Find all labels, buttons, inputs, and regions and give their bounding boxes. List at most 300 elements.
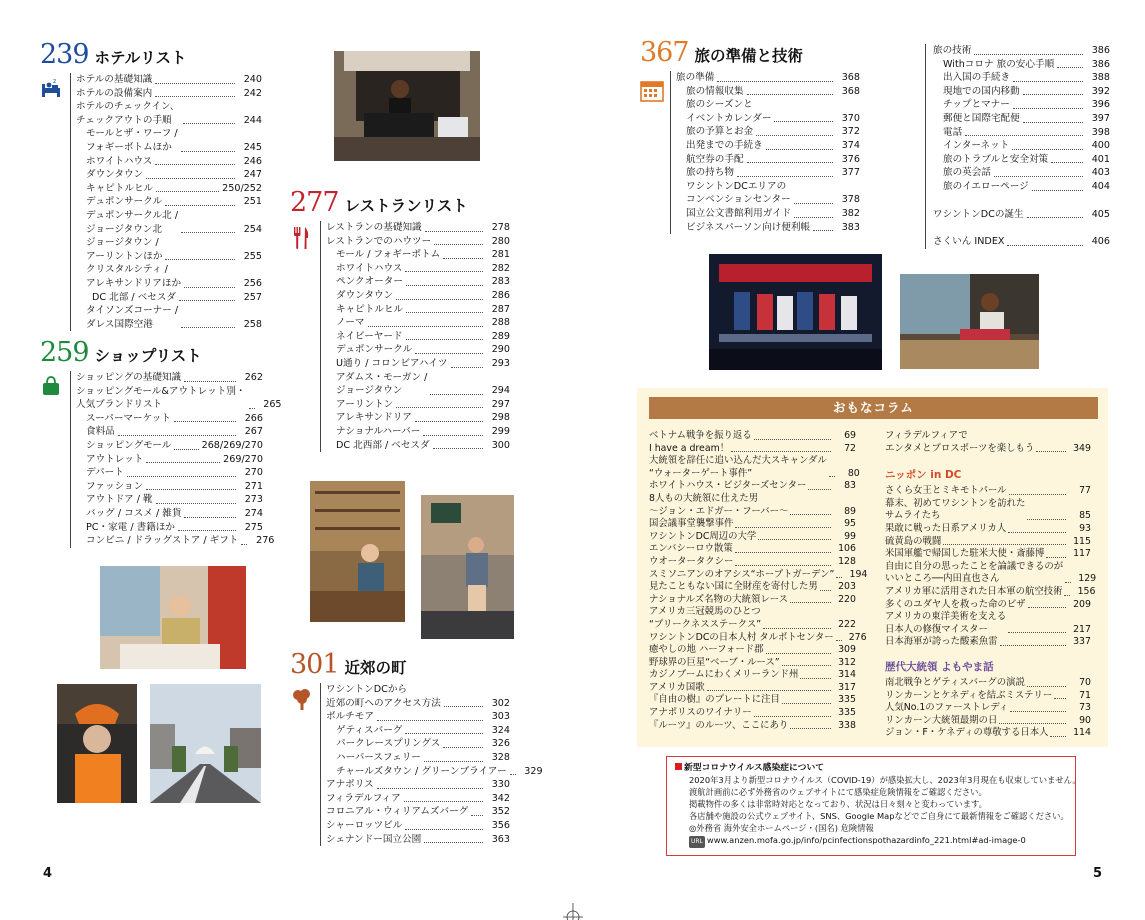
entry-page: 288	[491, 317, 510, 329]
leader-dots	[1027, 686, 1066, 687]
toc-entry[interactable]	[326, 710, 510, 724]
toc-entry[interactable]	[76, 209, 262, 236]
calendar-icon	[640, 71, 670, 234]
entry-page: 392	[1091, 85, 1110, 97]
entry-page: 71	[1079, 689, 1091, 701]
toc-entry[interactable]	[76, 493, 263, 507]
column-entry[interactable]	[649, 493, 856, 518]
column-entry[interactable]	[649, 682, 856, 695]
entry-title: チャールズタウン / グリーンブライアー	[336, 765, 507, 777]
entry-title: シャーロッツビル	[326, 819, 403, 831]
entry-page: 254	[243, 223, 262, 235]
column-entry[interactable]	[885, 727, 1091, 740]
leader-dots	[430, 394, 483, 395]
leader-dots	[829, 476, 835, 477]
toc-list	[70, 371, 282, 548]
notice-line: 各店舗や施設の公式ウェブサイト、SNS、Google Mapなどでご自身にて最新情報をご確認ください。	[689, 811, 1069, 821]
entry-title: レストランでのハウツー	[326, 235, 432, 247]
entry-title: アレキサンドリア	[336, 412, 412, 424]
toc-entry[interactable]	[76, 304, 262, 331]
leader-dots	[406, 339, 483, 340]
toc-entry[interactable]	[326, 819, 510, 833]
leader-dots	[747, 162, 833, 163]
entry-page: 282	[491, 262, 510, 274]
leader-dots	[146, 462, 220, 463]
entry-title: さくいん INDEX	[933, 236, 1005, 248]
leader-dots	[405, 829, 483, 830]
entry-page: 383	[841, 221, 860, 233]
entry-title: リンカーンとケネディを結ぶミステリー	[885, 689, 1053, 701]
toc-entry[interactable]	[76, 263, 262, 290]
toc-entry[interactable]	[326, 765, 543, 779]
leader-dots	[1027, 519, 1066, 520]
toc-entry[interactable]	[933, 44, 1110, 58]
entry-page: 275	[244, 521, 263, 533]
leader-dots	[794, 203, 833, 204]
column-entry[interactable]	[649, 631, 867, 645]
entry-title: 旅の英会話	[943, 167, 991, 179]
entry-title: I have a dream！	[649, 442, 730, 454]
leader-dots	[155, 83, 235, 84]
entry-title: ダウンタウン	[86, 169, 144, 181]
leader-dots	[434, 244, 483, 245]
entry-title: ノーマ	[336, 317, 365, 329]
entry-title: アーリントン	[336, 398, 394, 410]
toc-entry[interactable]	[676, 166, 860, 180]
toc-entry[interactable]	[933, 58, 1110, 72]
toc-entry[interactable]	[326, 425, 510, 439]
entry-page: 222	[838, 618, 856, 630]
entry-title: 郵便と国際宅配便	[943, 112, 1020, 124]
photo-cafe-terrace	[900, 274, 1039, 369]
column-entry[interactable]	[649, 518, 856, 531]
toc-entry[interactable]	[76, 195, 262, 209]
toc-entry[interactable]	[933, 71, 1110, 85]
column-entry[interactable]	[649, 669, 856, 682]
column-entry[interactable]	[885, 498, 1091, 523]
leader-dots	[756, 135, 833, 136]
toc-entry[interactable]	[326, 303, 510, 317]
toc-entry[interactable]	[676, 125, 860, 139]
leader-dots	[127, 476, 236, 477]
leader-dots	[965, 135, 1083, 136]
toc-entry[interactable]	[933, 85, 1110, 99]
entry-page: 337	[1073, 636, 1091, 648]
toc-entry[interactable]	[326, 316, 510, 330]
entry-page: 73	[1079, 702, 1091, 714]
column-entry[interactable]	[885, 611, 1091, 636]
column-entry[interactable]	[885, 715, 1091, 728]
entry-title: DC 北部 / ベセスダ	[92, 291, 177, 303]
photo-hotel-reception	[334, 51, 480, 161]
column-entry[interactable]	[649, 531, 856, 544]
leader-dots	[790, 602, 831, 603]
toc-entry[interactable]	[76, 236, 262, 263]
leader-dots	[433, 448, 483, 449]
leader-dots	[424, 842, 483, 843]
entry-page: 370	[841, 112, 860, 124]
leader-dots	[405, 733, 483, 734]
toc-entry[interactable]	[933, 126, 1110, 140]
entry-page: 400	[1091, 140, 1110, 152]
entry-page: 268/269/270	[201, 439, 263, 451]
leader-dots	[471, 815, 483, 816]
toc-entry[interactable]	[76, 168, 262, 182]
toc-entry[interactable]	[676, 207, 860, 221]
entry-page: 244	[243, 114, 262, 126]
toc-entry[interactable]	[933, 180, 1110, 194]
toc-entry[interactable]	[76, 182, 262, 196]
toc-entry[interactable]	[326, 751, 510, 765]
entry-page: 314	[838, 669, 856, 681]
toc-entry[interactable]	[933, 166, 1110, 180]
entry-title: 『ルーツ』のルーツ、ここにあり	[649, 719, 789, 731]
toc-entry[interactable]	[326, 248, 510, 262]
toc-entry[interactable]	[76, 453, 263, 467]
entry-title: 日本海軍が誇った酸素魚雷	[885, 636, 998, 648]
entry-page: 302	[491, 697, 510, 709]
entry-title: 現地での国内移動	[943, 85, 1020, 97]
leader-dots	[999, 723, 1066, 724]
leader-dots	[406, 312, 483, 313]
entry-page: 372	[841, 126, 860, 138]
toc-entry[interactable]	[76, 425, 263, 439]
notice-url-row	[675, 834, 1067, 848]
toc-entry[interactable]	[676, 71, 860, 85]
leader-dots	[717, 81, 833, 82]
toc-entry[interactable]	[326, 737, 510, 751]
leader-dots	[405, 271, 483, 272]
entry-page: 377	[841, 167, 860, 179]
leader-dots	[800, 678, 831, 679]
entry-page: 401	[1091, 153, 1110, 165]
entry-page: 83	[844, 480, 856, 492]
entry-page: 156	[1077, 585, 1096, 597]
entry-title: リンカーン大統領最期の日	[885, 714, 998, 726]
shopping-bag-icon	[40, 371, 70, 548]
entry-title: ワシントンDCから 近郊の町へのアクセス方法	[326, 684, 441, 709]
column-entry[interactable]	[885, 560, 1097, 586]
column-entry[interactable]	[885, 677, 1091, 690]
leader-dots	[146, 178, 235, 179]
page-number-left: 4	[43, 866, 53, 881]
toc-entry[interactable]	[326, 683, 510, 710]
column-entry[interactable]	[649, 430, 856, 443]
toc-entry[interactable]	[676, 85, 860, 99]
column-entry[interactable]	[649, 707, 856, 720]
entry-page: 85	[1079, 510, 1091, 522]
section-title: ショップリスト	[94, 347, 202, 365]
toc-entry[interactable]	[933, 112, 1110, 126]
entry-title: 旅の準備	[676, 72, 715, 83]
leader-dots	[1023, 122, 1083, 123]
toc-entry[interactable]	[933, 139, 1110, 153]
column-entry[interactable]	[885, 548, 1091, 561]
entry-title: 『自由の樹』のプレートに注目	[649, 694, 780, 706]
column-entry[interactable]	[649, 543, 856, 556]
entry-page: 397	[1091, 112, 1110, 124]
leader-dots	[790, 728, 831, 729]
entry-page: 404	[1091, 180, 1110, 192]
toc-entry[interactable]	[76, 507, 263, 521]
entry-page: 290	[491, 344, 510, 356]
entry-page: 338	[838, 719, 856, 731]
toc-entry[interactable]	[933, 153, 1110, 167]
toc-entry[interactable]	[933, 235, 1110, 249]
leader-dots	[1051, 162, 1083, 163]
toc-entry[interactable]	[326, 343, 510, 357]
entry-title: アメリカ三冠競馬のひとつ “プリークネスステークス”	[649, 606, 762, 630]
entry-title: フィラデルフィアで エンタメとプロスポーツを楽しもう	[885, 430, 1035, 454]
toc-entry[interactable]	[676, 98, 860, 125]
entry-title: デュポンサークル北 / ジョージタウン北	[86, 209, 179, 235]
entry-page: 281	[491, 249, 510, 261]
entry-title: ワシントンDCエリアの コンベンションセンター	[686, 180, 791, 206]
column-entry[interactable]	[885, 430, 1091, 455]
toc-entry[interactable]	[76, 371, 263, 385]
toc-entry[interactable]	[76, 127, 262, 154]
notice-url[interactable]: www.anzen.mofa.go.jp/info/pcinfectionspothazardinfo_221.html#ad-image-0	[706, 835, 1026, 845]
entry-title: ホテルのチェックイン、 チェックアウトの手順	[76, 101, 180, 126]
entry-title: ショッピングモール&アウトレット別・ 人気ブランドリスト	[76, 385, 246, 411]
photo-shop-clerk	[100, 566, 246, 669]
leader-dots	[183, 123, 235, 124]
entry-title: チップとマナー	[943, 99, 1010, 111]
entry-title: アメリカの東洋美術を支える 日本人の修復マイスター	[885, 611, 1007, 635]
leader-dots	[790, 514, 831, 515]
entry-title: ファッション	[86, 480, 144, 492]
leader-dots	[404, 801, 483, 802]
leader-dots	[377, 788, 483, 789]
leader-dots	[415, 353, 483, 354]
entry-title: ジョージタウン / アーリントンほか	[86, 237, 163, 262]
entry-title: ホワイトハウス・ビジターズセンター	[649, 480, 807, 492]
section-travel	[640, 38, 865, 234]
column-entry[interactable]	[649, 694, 856, 707]
entry-title: 旅の予算とお金	[686, 126, 754, 138]
president-subtitle: 歴代大統領 よもやま話	[885, 660, 994, 673]
entry-page: 300	[491, 439, 510, 451]
toc-entry[interactable]	[326, 439, 510, 453]
toc-entry[interactable]	[676, 153, 860, 167]
entry-title: ダウンタウン	[336, 289, 394, 301]
entry-title: コロニアル・ウィリアムズバーグ	[326, 806, 469, 818]
section-restaurant	[290, 188, 512, 452]
column-entry[interactable]	[649, 644, 856, 657]
entry-page: 376	[841, 153, 860, 165]
crop-mark	[563, 903, 583, 920]
leader-dots	[758, 539, 831, 540]
leader-dots	[813, 230, 833, 231]
entry-page: 405	[1091, 208, 1110, 220]
toc-entry[interactable]	[933, 208, 1110, 222]
entry-page: 114	[1073, 727, 1091, 739]
notice-line: 掲載物件の多くは非常時対応となっており、状況は日々刻々と変わっています。	[689, 799, 987, 809]
toc-entry[interactable]	[76, 291, 262, 305]
column-entry[interactable]	[649, 606, 856, 631]
toc-entry[interactable]	[76, 534, 275, 548]
toc-entry[interactable]	[326, 262, 510, 276]
entry-title: インターネット	[943, 140, 1010, 152]
toc-entry[interactable]	[76, 521, 263, 535]
toc-entry[interactable]	[76, 87, 262, 101]
toc-entry[interactable]	[326, 357, 510, 371]
column-entry[interactable]	[649, 443, 856, 456]
leader-dots	[451, 367, 483, 368]
entry-title: PC・家電 / 書籍ほか	[86, 521, 175, 533]
toc-entry[interactable]	[76, 480, 263, 494]
leader-dots	[184, 517, 236, 518]
column-entry[interactable]	[885, 485, 1091, 498]
leader-dots	[1012, 149, 1083, 150]
column-entry[interactable]	[649, 720, 856, 733]
leader-dots	[181, 327, 235, 328]
leader-dots	[747, 94, 833, 95]
entry-title: 航空券の手配	[686, 153, 744, 165]
entry-title: モールとザ・ワーフ / フォギーボトムほか	[86, 128, 178, 153]
entry-page: 386	[1091, 58, 1110, 70]
leader-dots	[179, 300, 235, 301]
toc-entry[interactable]	[326, 371, 510, 398]
entry-page: 246	[243, 155, 262, 167]
entry-title: DC 北西部 / ベセスダ	[336, 439, 430, 451]
toc-entry[interactable]	[326, 724, 510, 738]
entry-title: 野球界の巨星“ベーブ・ルース”	[649, 656, 780, 668]
toc-entry[interactable]	[326, 330, 510, 344]
leader-dots	[766, 149, 833, 150]
entry-title: 旅のトラブルと安全対策	[943, 153, 1049, 165]
section-shop	[40, 337, 282, 548]
column-entry[interactable]	[885, 536, 1091, 549]
toc-entry[interactable]	[76, 439, 263, 453]
entry-page: 403	[1091, 167, 1110, 179]
leader-dots	[1032, 190, 1083, 191]
column-entry[interactable]	[649, 455, 860, 480]
column-entry[interactable]	[649, 581, 856, 594]
toc-entry[interactable]	[326, 778, 510, 792]
entry-page: 326	[491, 738, 510, 750]
entry-title: キャピトルヒル	[86, 182, 154, 194]
notice-line: 2020年3月より新型コロナウイルス（COVID-19）が感染拡大し、2023年3月現在も収束していません。	[689, 775, 1081, 785]
url-tag: URL	[689, 836, 705, 848]
entry-title: アメリカ国歌	[649, 681, 705, 693]
leader-dots	[423, 435, 483, 436]
leader-dots	[1009, 494, 1066, 495]
entry-title: ゲティスバーグ	[336, 724, 403, 736]
toc-entry[interactable]	[326, 275, 510, 289]
toc-list	[925, 44, 1110, 249]
toc-entry[interactable]	[326, 833, 510, 847]
leader-dots	[731, 451, 831, 452]
entry-page: 368	[841, 72, 860, 83]
columns-left-list	[649, 430, 868, 732]
entry-title: 8人もの大統領に仕えた男 〜ジョン・エドガー・フーバー〜	[649, 492, 789, 517]
section-title: ホテルリスト	[94, 49, 187, 67]
entry-page: 294	[491, 385, 510, 397]
column-entry[interactable]	[649, 568, 868, 582]
entry-page: 265	[263, 399, 282, 411]
entry-page: 258	[243, 318, 262, 330]
column-entry[interactable]	[885, 523, 1091, 536]
column-entry[interactable]	[885, 599, 1091, 612]
leader-dots	[184, 381, 236, 382]
toc-entry[interactable]	[933, 98, 1110, 112]
red-square-icon	[675, 763, 682, 770]
entry-title: 自由に自分の思ったことを論議できるのが いいところ──内田直也さん	[885, 560, 1064, 585]
entry-page: 276	[848, 631, 867, 643]
leader-dots	[377, 720, 483, 721]
toc-entry[interactable]	[326, 805, 510, 819]
toc-entry[interactable]	[676, 180, 860, 207]
column-entry[interactable]	[885, 636, 1091, 649]
column-entry[interactable]	[649, 556, 856, 569]
entry-title: 果敢に戦った日系アメリカ人	[885, 522, 1007, 534]
toc-entry[interactable]	[76, 73, 262, 87]
entry-title: ホテルの基礎知識	[76, 74, 153, 85]
entry-page: 115	[1073, 535, 1091, 547]
column-entry[interactable]	[649, 480, 856, 493]
notice-title: 新型コロナウイルス感染症について	[684, 763, 825, 773]
toc-list	[320, 683, 543, 846]
entry-title: 国立公文書館利用ガイド	[686, 207, 792, 219]
entry-title: 旅のイエローページ	[943, 180, 1029, 192]
entry-page: 128	[838, 555, 856, 567]
entry-title: 硫黄島の戦闘	[885, 535, 942, 547]
leader-dots	[766, 653, 831, 654]
entry-title: シェナンドー国立公園	[326, 833, 422, 845]
entry-page: 374	[841, 139, 860, 151]
toc-entry[interactable]	[326, 398, 510, 412]
entry-page: 117	[1073, 548, 1091, 560]
toc-entry[interactable]	[326, 411, 510, 425]
column-entry[interactable]	[885, 690, 1091, 703]
toc-entry[interactable]	[76, 466, 263, 480]
entry-title: 旅の技術	[933, 45, 972, 56]
entry-title: ネイビーヤード	[336, 330, 403, 342]
tree-icon	[290, 683, 320, 846]
toc-entry[interactable]	[676, 221, 860, 235]
photo-baseball-fan	[57, 684, 137, 803]
toc-entry[interactable]	[676, 139, 860, 153]
leader-dots	[735, 527, 831, 528]
entry-title: 電話	[943, 126, 963, 138]
entry-title: ハーパースフェリー	[336, 751, 421, 763]
column-entry[interactable]	[885, 702, 1091, 715]
entry-title: アナポリス	[326, 779, 374, 791]
entry-page: 270	[244, 467, 263, 479]
entry-title: 見たこともない国に全財産を寄付した男	[649, 581, 818, 593]
toc-entry[interactable]	[76, 100, 262, 127]
leader-dots	[1064, 595, 1070, 596]
toc-entry[interactable]	[326, 221, 510, 235]
entry-page: 398	[1091, 126, 1110, 138]
entry-title: フィラデルフィア	[326, 792, 401, 804]
toc-entry[interactable]	[326, 235, 510, 249]
entry-page: 72	[844, 442, 856, 454]
hotel-icon	[40, 73, 70, 331]
column-entry[interactable]	[885, 585, 1096, 599]
column-entry[interactable]	[649, 657, 856, 670]
toc-entry[interactable]	[326, 792, 510, 806]
toc-entry[interactable]	[76, 412, 263, 426]
toc-entry[interactable]	[76, 155, 262, 169]
entry-page: 209	[1073, 598, 1091, 610]
entry-title: アウトドア / 靴	[86, 494, 153, 506]
toc-entry[interactable]	[76, 385, 282, 412]
column-entry[interactable]	[649, 594, 856, 607]
toc-entry[interactable]	[326, 289, 510, 303]
entry-page: 257	[243, 291, 262, 303]
